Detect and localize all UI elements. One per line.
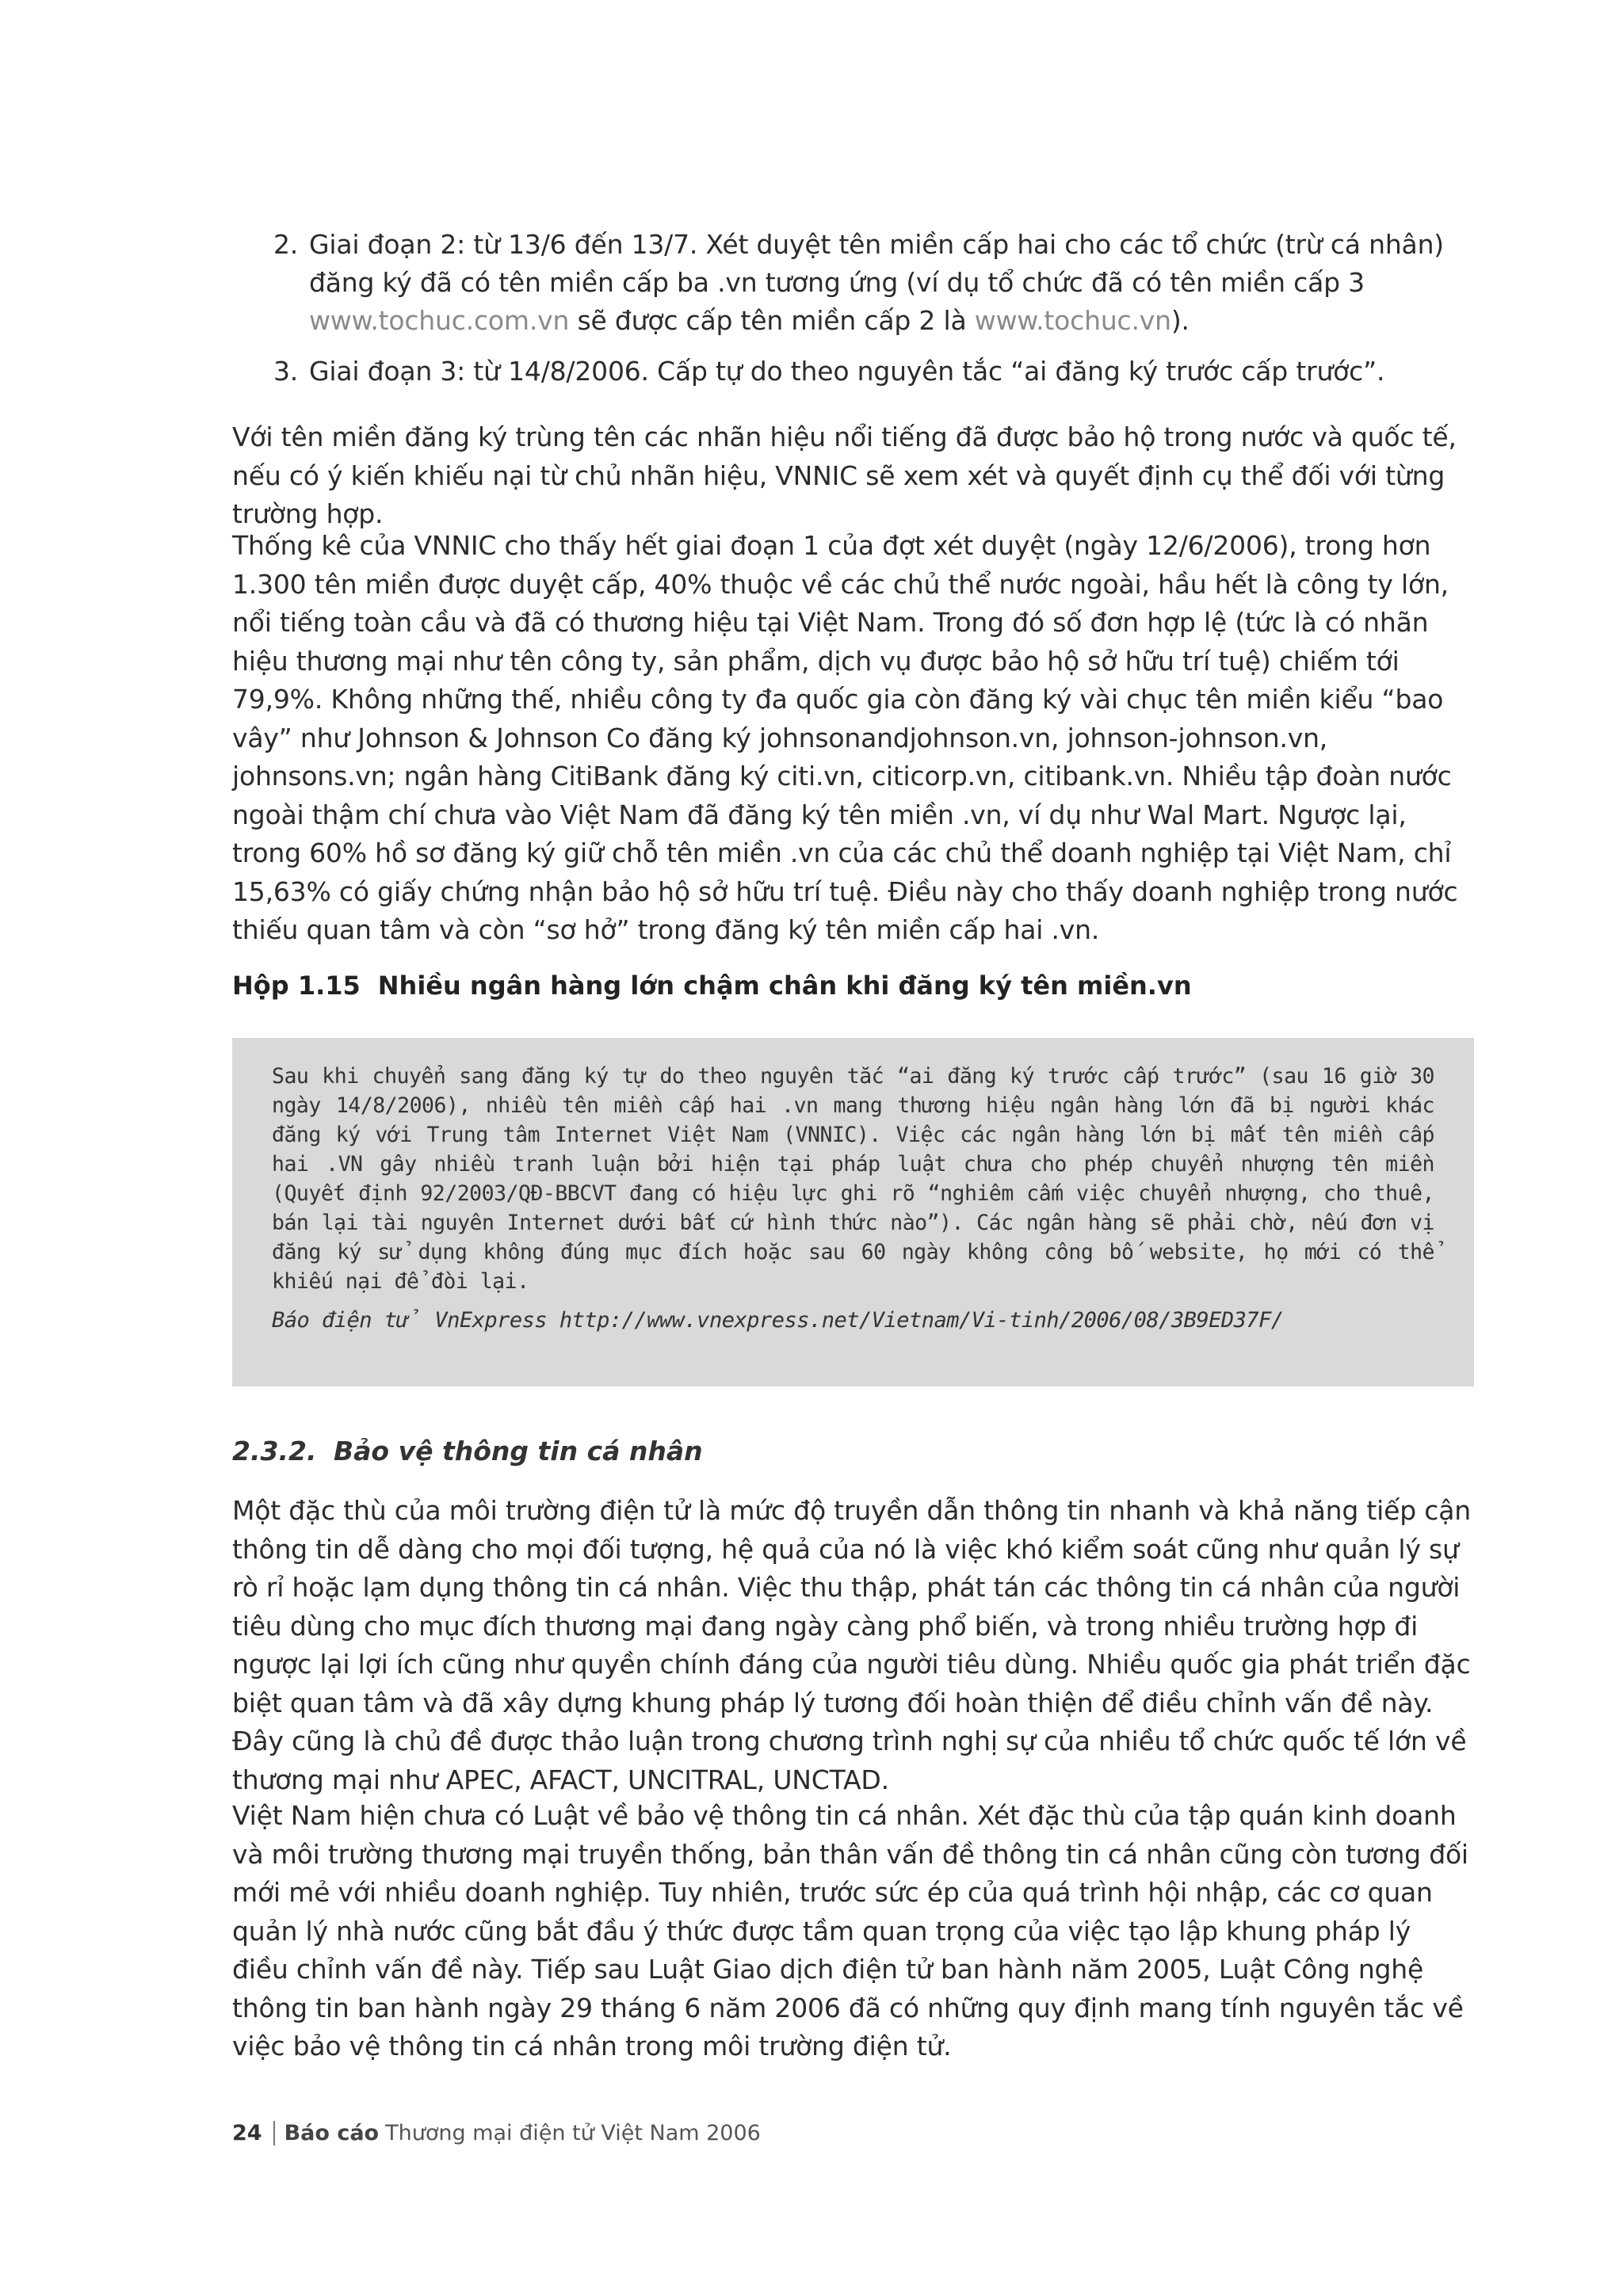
list-text: sẽ được cấp tên miền cấp 2 là — [569, 305, 975, 336]
box-source: Báo điện tử VnExpress http://www.vnexpress.net/Vietnam/Vi-tinh/2006/08/3B9ED37F/ — [272, 1308, 1284, 1333]
list-text: Giai đoạn 2: từ 13/6 đến 13/7. Xét duyệt tên miền cấp hai cho các tổ chức (trừ cá nhân) đăng ký đã có tên miền cấp ba .vn tương ứng (ví dụ tổ chức đã có tên miền cấp 3 — [309, 229, 1444, 298]
paragraph-vietnam-law: Việt Nam hiện chưa có Luật về bảo vệ thông tin cá nhân. Xét đặc thù của tập quán kinh doanh và môi trường thương mại truyền thống, bản thân vấn đề thông tin cá nhân cũng còn tương đối mới mẻ với nhiều doanh nghiệp. Tuy nhiên, trước sức ép của quá trình hội nhập, các cơ quan quản lý nhà nước cũng bắt đầu ý thức được tầm quan trọng của việc tạo lập khung pháp lý điều chỉnh vấn đề này. Tiếp sau Luật Giao dịch điện tử ban hành năm 2005, Luật Công nghệ thông tin ban hành ngày 29 tháng 6 năm 2006 đã có những quy định mang tính nguyên tắc về việc bảo vệ thông tin cá nhân trong môi trường điện tử. — [232, 1800, 1468, 2061]
list-item — [273, 353, 1474, 391]
phase-list — [273, 226, 1474, 403]
list-text: Giai đoạn 3: từ 14/8/2006. Cấp tự do theo nguyên tắc “ai đăng ký trước cấp trước”. — [309, 356, 1385, 387]
box-title: Nhiều ngân hàng lớn chậm chân khi đăng ký tên miền.vn — [377, 971, 1192, 1001]
box-heading — [232, 967, 1474, 1005]
box-label: Hộp 1.15 — [232, 971, 361, 1001]
report-title: Thương mại điện tử Việt Nam 2006 — [385, 2120, 761, 2145]
list-text: ). — [1170, 305, 1190, 336]
list-number: 2. — [273, 229, 299, 260]
section-title: Bảo vệ thông tin cá nhân — [334, 1436, 703, 1466]
page-footer — [232, 2114, 761, 2152]
box-body: Sau khi chuyển sang đăng ký tự do theo nguyên tắc “ai đăng ký trước cấp trước” (sau 16 giờ 30 ngày 14/8/2006), nhiều tên miền cấp hai .vn mang thương hiệu ngân hàng lớn đã bị người khác đăng ký với Trung tâm Internet Việt Nam (VNNIC). Việc các ngân hàng lớn bị mất tên miền cấp hai .VN gây nhiều tranh luận bởi hiện tại pháp luật chưa cho phép chuyển nhượng tên miền (Quyết định 92/2003/QĐ-BBCVT đang có hiệu lực ghi rõ “nghiêm cấm việc chuyển nhượng, cho thuê, bán lại tài nguyên Internet dưới bất cứ hình thức nào”). Các ngân hàng sẽ phải chờ, nếu đơn vị đăng ký sử dụng không đúng mục đích hoặc sau 60 ngày không công bố website, họ mới có thể khiếu nại để đòi lại. — [272, 1064, 1434, 1294]
paragraph-trademark: Với tên miền đăng ký trùng tên các nhãn hiệu nổi tiếng đã được bảo hộ trong nước và quốc tế, nếu có ý kiến khiếu nại từ chủ nhãn hiệu, VNNIC sẽ xem xét và quyết định cụ thể đối với từng trường hợp. — [232, 421, 1457, 529]
report-label: Báo cáo — [284, 2120, 380, 2145]
info-box — [232, 1038, 1474, 1386]
list-number: 3. — [273, 356, 299, 387]
link-tochuc-com-vn[interactable]: www.tochuc.com.vn — [309, 305, 570, 336]
list-item — [273, 226, 1474, 340]
section-heading — [232, 1432, 1474, 1470]
section-number: 2.3.2. — [232, 1436, 317, 1466]
paragraph-statistics: Thống kê của VNNIC cho thấy hết giai đoạn 1 của đợt xét duyệt (ngày 12/6/2006), trong hơn 1.300 tên miền được duyệt cấp, 40% thuộc về các chủ thể nước ngoài, hầu hết là công ty lớn, nổi tiếng toàn cầu và đã có thương hiệu tại Việt Nam. Trong đó số đơn hợp lệ (tức là có nhãn hiệu thương mại như tên công ty, sản phẩm, dịch vụ được bảo hộ sở hữu trí tuệ) chiếm tới 79,9%. Không những thế, nhiều công ty đa quốc gia còn đăng ký vài chục tên miền kiểu “bao vây” như Johnson & Johnson Co đăng ký johnsonandjohnson.vn, johnson-johnson.vn, johnsons.vn; ngân hàng CitiBank đăng ký citi.vn, citicorp.vn, citibank.vn. Nhiều tập đoàn nước ngoài thậm chí chưa vào Việt Nam đã đăng ký tên miền .vn, ví dụ như Wal Mart. Ngược lại, trong 60% hồ sơ đăng ký giữ chỗ tên miền .vn của các chủ thể doanh nghiệp tại Việt Nam, chỉ 15,63% có giấy chứng nhận bảo hộ sở hữu trí tuệ. Điều này cho thấy doanh nghiệp trong nước thiếu quan tâm và còn “sơ hở” trong đăng ký tên miền cấp hai .vn. — [232, 530, 1458, 945]
page-number: 24 — [232, 2121, 275, 2145]
paragraph-personal-info: Một đặc thù của môi trường điện tử là mức độ truyền dẫn thông tin nhanh và khả năng tiếp cận thông tin dễ dàng cho mọi đối tượng, hệ quả của nó là việc khó kiểm soát cũng như quản lý sự rò rỉ hoặc lạm dụng thông tin cá nhân. Việc thu thập, phát tán các thông tin cá nhân của người tiêu dùng cho mục đích thương mại đang ngày càng phổ biến, và trong nhiều trường hợp đi ngược lại lợi ích cũng như quyền chính đáng của người tiêu dùng. Nhiều quốc gia phát triển đặc biệt quan tâm và đã xây dựng khung pháp lý tương đối hoàn thiện để điều chỉnh vấn đề này. Đây cũng là chủ đề được thảo luận trong chương trình nghị sự của nhiều tổ chức quốc tế lớn về thương mại như APEC, AFACT, UNCITRAL, UNCTAD. — [232, 1495, 1471, 1795]
link-tochuc-vn[interactable]: www.tochuc.vn — [974, 305, 1171, 336]
